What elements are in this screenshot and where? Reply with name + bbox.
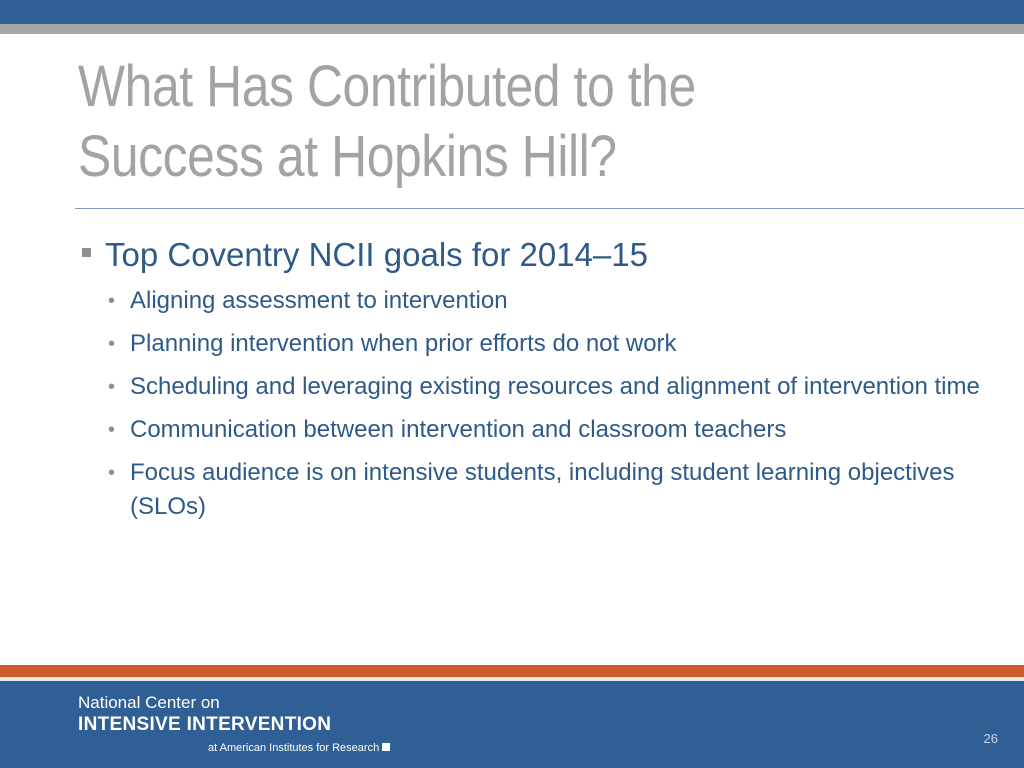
square-icon [382,743,390,751]
dot-bullet-icon: • [108,290,116,312]
logo-line-1: National Center on [78,693,220,712]
logo-line-3-text: at American Institutes for Research [208,742,380,754]
logo-line-3 [208,740,390,756]
dot-bullet-icon: • [108,419,116,441]
dot-bullet-icon: • [108,462,116,484]
sub-bullet-item [80,284,990,318]
footer-bar [0,681,1024,768]
square-bullet-icon [82,248,91,257]
sub-bullet-text: Aligning assessment to intervention [130,287,508,314]
title-divider [75,208,1024,209]
dot-bullet-icon: • [108,333,116,355]
sub-bullet-item [80,327,990,361]
sub-bullet-item [80,456,990,524]
dot-bullet-icon: • [108,376,116,398]
ncii-logo [78,693,390,756]
sub-bullet-item [80,413,990,447]
page-number: 26 [983,731,998,746]
header-gray-bar [0,24,1024,34]
sub-bullet-list [80,284,990,524]
logo-line-2: INTENSIVE INTERVENTION [78,714,332,735]
main-bullet-text: Top Coventry NCII goals for 2014–15 [105,236,648,273]
slide-title [78,52,852,192]
sub-bullet-text: Planning intervention when prior efforts do not work [130,330,677,357]
sub-bullet-text: Communication between intervention and classroom teachers [130,416,787,443]
sub-bullet-item [80,370,990,404]
slide-title-line-2: Success at Hopkins Hill? [78,124,617,189]
sub-bullet-text: Scheduling and leveraging existing resources and alignment of intervention time [130,373,980,400]
footer-orange-stripe [0,665,1024,677]
main-bullet [80,232,990,278]
header-blue-bar [0,0,1024,24]
slide-title-line-1: What Has Contributed to the [78,54,696,119]
sub-bullet-text: Focus audience is on intensive students, including student learning objectives (SLOs) [130,459,955,520]
slide-content [80,232,990,533]
